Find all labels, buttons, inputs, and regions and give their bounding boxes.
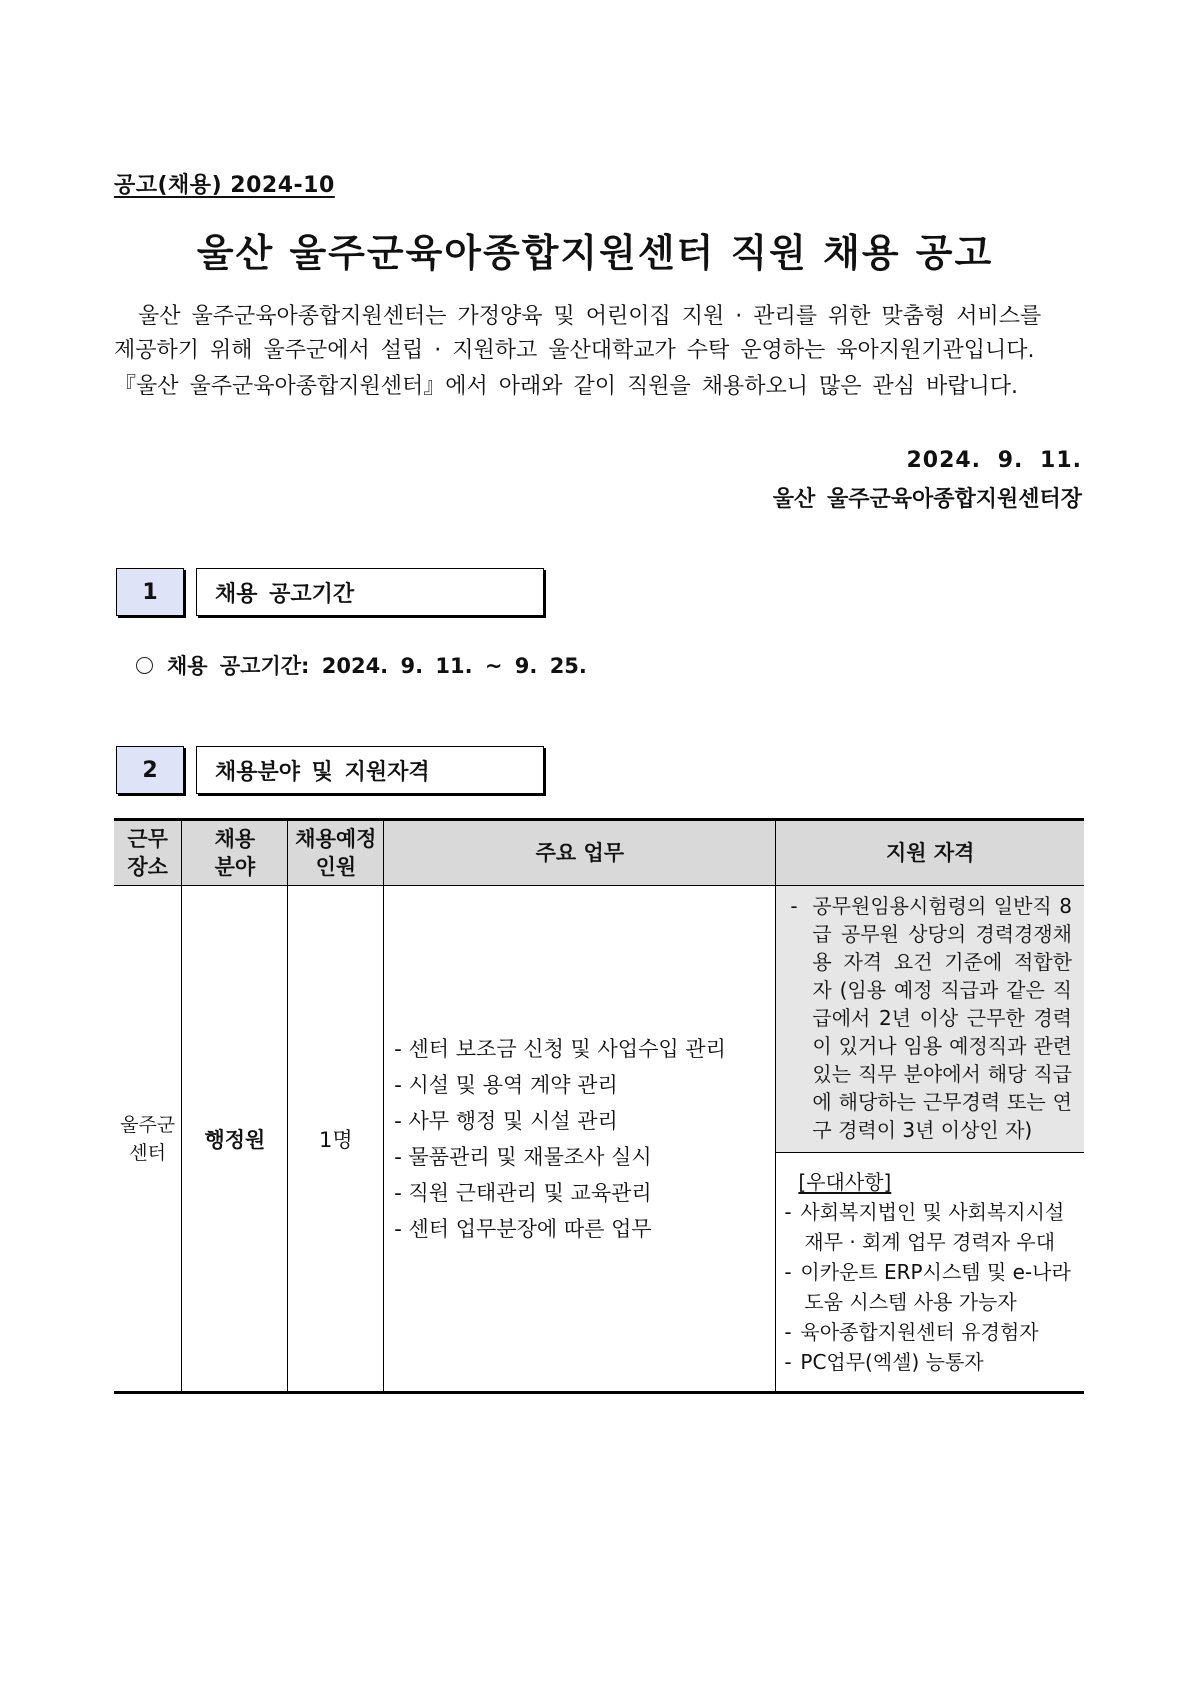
list-item: - 센터 업무분장에 따른 업무	[394, 1216, 652, 1241]
cell-location: 울주군 센터	[114, 886, 182, 1393]
recruitment-period	[136, 650, 587, 680]
intro-line-3: 『울산 울주군육아종합지원센터』에서 아래와 같이 직원을 채용하오니 많은 관심 바랍니다.	[114, 374, 1019, 399]
notice-date: 2024. 9. 11.	[906, 448, 1082, 473]
intro-line-1: 울산 울주군육아종합지원센터는 가정양육 및 어린이집 지원 · 관리를 위한 맞춤형 서비스를	[138, 304, 1042, 329]
cell-qualification	[776, 886, 1084, 1393]
intro-line-2: 제공하기 위해 울주군에서 설립 · 지원하고 울산대학교가 수탁 운영하는 육아지원기관입니다.	[114, 338, 1035, 363]
list-item: - 사회복지법인 및 사회복지시설 재무 · 회계 업무 경력자 우대	[784, 1200, 1065, 1254]
header-location: 근무 장소	[114, 820, 182, 886]
page-title: 울산 울주군육아종합지원센터 직원 채용 공고	[196, 231, 994, 275]
header-field: 채용 분야	[182, 820, 288, 886]
cell-field: 행정원	[182, 886, 288, 1393]
issuing-organization: 울산 울주군육아종합지원센터장	[772, 487, 1082, 512]
cell-duties	[384, 886, 776, 1393]
preferences	[776, 1153, 1084, 1391]
recruitment-period-text: 채용 공고기간: 2024. 9. 11. ~ 9. 25.	[167, 654, 587, 678]
header-qualification: 지원 자격	[776, 820, 1084, 886]
circle-bullet-icon	[136, 657, 153, 674]
list-item: - 육아종합지원센터 유경험자	[784, 1320, 1039, 1344]
list-item: - 물품관리 및 재물조사 실시	[394, 1144, 652, 1169]
notice-number: 공고(채용) 2024-10	[114, 173, 335, 198]
list-item: - 사무 행정 및 시설 관리	[394, 1108, 618, 1133]
section-1-title: 채용 공고기간	[196, 568, 544, 616]
table-header-row	[114, 820, 1084, 886]
header-count: 채용예정 인원	[288, 820, 384, 886]
section-2-title: 채용분야 및 지원자격	[196, 746, 544, 794]
table-row	[114, 886, 1084, 1393]
section-1-number: 1	[116, 568, 184, 616]
preference-heading: [우대사항]	[798, 1170, 892, 1194]
main-qualification-text: 공무원임용시험령의 일반직 8급 공무원 상당의 경력경쟁채용 자격 요건 기준에 적합한 자 (임용 예정 직급과 같은 직급에서 2년 이상 근무한 경력이 있거나 임용 예정직과 관련 있는 직무 분야에서 해당 직급에 해당하는 근무경력 또는 연구 경력이 3년 이상인 자)	[812, 894, 1072, 1142]
list-item: - 시설 및 용역 계약 관리	[394, 1072, 618, 1097]
list-item: - 직원 근태관리 및 교육관리	[394, 1180, 652, 1205]
list-item: - 센터 보조금 신청 및 사업수입 관리	[394, 1036, 726, 1061]
recruitment-table	[114, 818, 1084, 1394]
list-item: - PC업무(엑셀) 능통자	[784, 1350, 984, 1374]
list-item: - 이카운트 ERP시스템 및 e-나라 도움 시스템 사용 가능자	[784, 1260, 1071, 1314]
main-qualification: - 공무원임용시험령의 일반직 8급 공무원 상당의 경력경쟁채용 자격 요건 기준에 적합한 자 (임용 예정 직급과 같은 직급에서 2년 이상 근무한 경력이 있거나 임용 예정직과 관련 있는 직무 분야에서 해당 직급에 해당하는 근무경력 또는 연구 경력이 3년 이상인 자)	[776, 886, 1084, 1153]
header-duties: 주요 업무	[384, 820, 776, 886]
cell-count: 1명	[288, 886, 384, 1393]
section-2-number: 2	[116, 746, 184, 794]
